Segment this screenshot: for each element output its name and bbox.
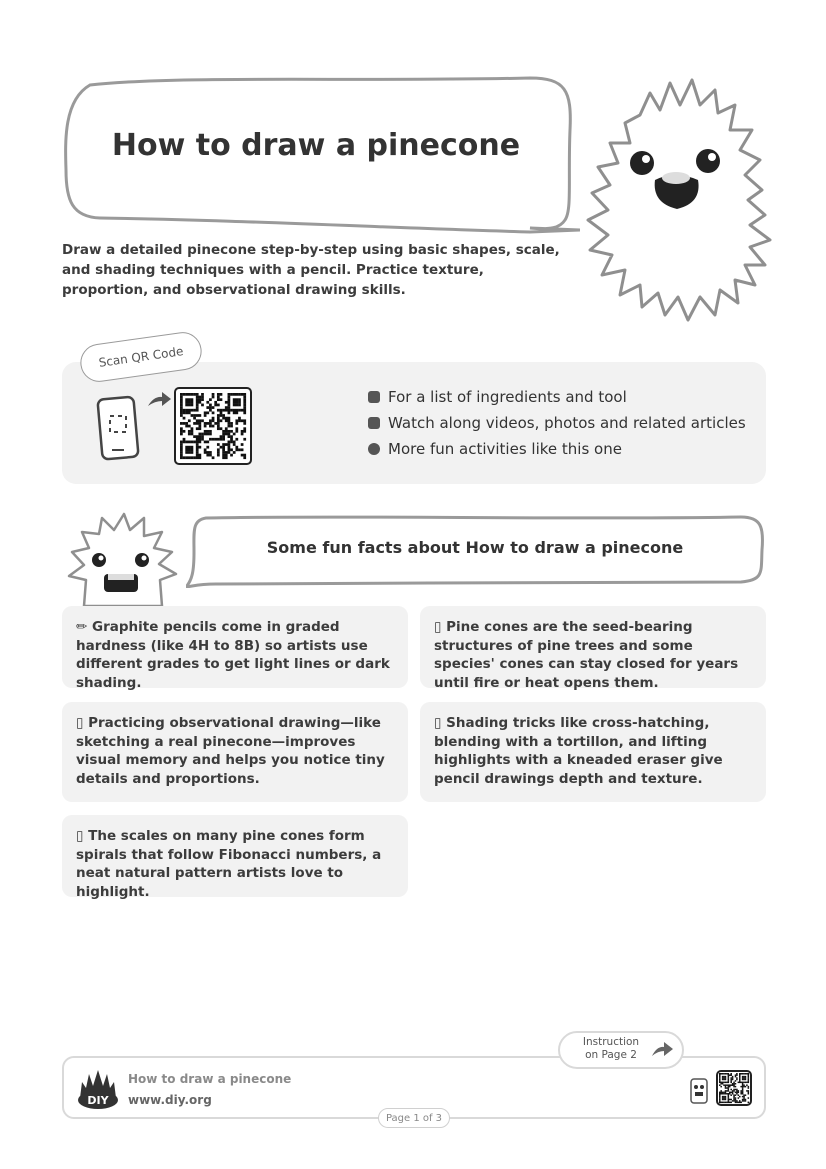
footer-title: How to draw a pinecone <box>128 1072 292 1086</box>
footer-url[interactable]: www.diy.org <box>128 1093 212 1107</box>
feature-videos <box>368 414 746 432</box>
arrow-right-icon <box>650 1039 674 1059</box>
page-title: How to draw a pinecone <box>111 128 521 163</box>
fact-card: ▯ The scales on many pine cones form spirals that follow Fibonacci numbers, a neat natural pattern artists love to highlight. <box>62 815 408 897</box>
diy-logo <box>76 1068 120 1110</box>
instruction-line-2: on Page 2 <box>585 1049 637 1061</box>
page-description: Draw a detailed pinecone step-by-step using basic shapes, scale, and shading techniques with a pencil. Practice texture, proportion, and observational drawing skills. <box>62 242 560 298</box>
arrow-right-icon <box>146 390 172 410</box>
list-icon <box>368 391 380 403</box>
feature-text: Watch along videos, photos and related articles <box>388 414 746 432</box>
fact-card: ▯ Shading tricks like cross-hatching, blending with a tortillon, and lifting highlights with a kneaded eraser give pencil drawings depth and texture. <box>420 702 766 802</box>
smiley-icon <box>368 443 380 455</box>
feature-text: More fun activities like this one <box>388 440 622 458</box>
yeti-phone-icon <box>686 1073 712 1105</box>
scan-qr-label: Scan QR Code <box>78 330 204 385</box>
fact-card: ✏ Graphite pencils come in graded hardness (like 4H to 8B) so artists use different grades to get light lines or dark shading. <box>62 606 408 688</box>
yeti-small-illustration <box>64 510 179 606</box>
facts-title: Some fun facts about How to draw a pinecone <box>266 538 684 557</box>
feature-ingredients <box>368 388 627 406</box>
feature-activities <box>368 440 622 458</box>
play-icon <box>368 417 380 429</box>
phone-scan-icon <box>96 394 142 462</box>
fact-card: ▯ Practicing observational drawing—like sketching a real pinecone—improves visual memory and helps you notice tiny details and proportions. <box>62 702 408 802</box>
logo-text: DIY <box>87 1094 109 1107</box>
instruction-line-1: Instruction <box>582 1036 640 1048</box>
footer-qr-code[interactable] <box>716 1070 752 1106</box>
instruction-label <box>574 1036 648 1062</box>
page-indicator: Page 1 of 3 <box>378 1108 450 1128</box>
yeti-mascot-illustration <box>580 75 775 325</box>
fact-card: ▯ Pine cones are the seed-bearing structures of pine trees and some species' cones can stay closed for years until fire or heat opens them. <box>420 606 766 688</box>
feature-text: For a list of ingredients and tool <box>388 388 627 406</box>
qr-code-image[interactable] <box>174 387 254 465</box>
